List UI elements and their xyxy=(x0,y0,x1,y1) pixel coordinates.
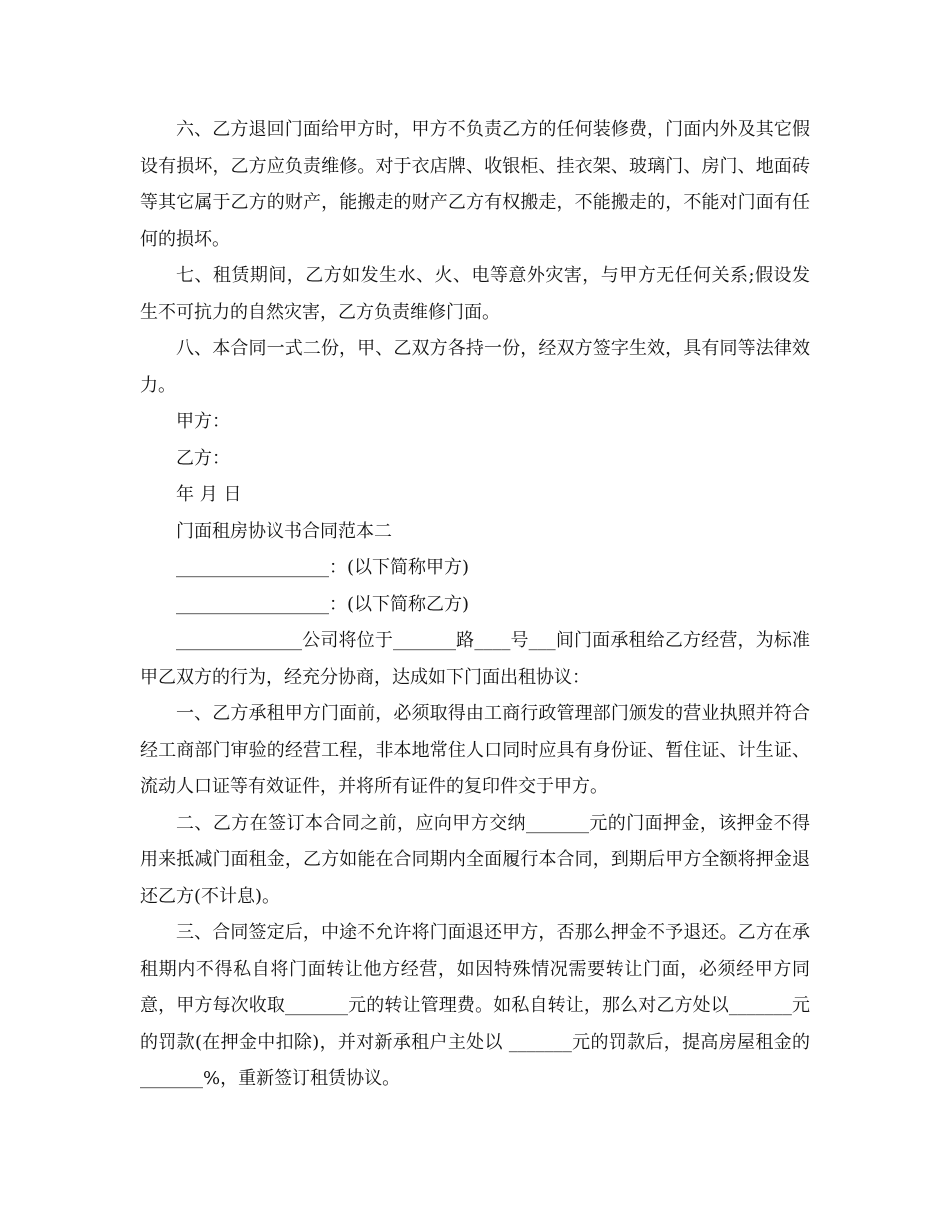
signature-party-b: 乙方： xyxy=(176,447,230,469)
contract2-clause-one: 一、乙方承租甲方门面前，必须取得由工商行政管理部门颁发的营业执照并符合经工商部门审验的经营工程，非本地常住人口同时应具有身份证、暂住证、计生证、流动人口证等有效证件，并将所有证件的复印件交于甲方。 xyxy=(140,703,810,797)
contract2-title: 门面租房协议书合同范本二 xyxy=(176,520,392,542)
clause-seven: 七、租赁期间，乙方如发生水、火、电等意外灾害，与甲方无任何关系;假设发生不可抗力的自然灾害，乙方负责维修门面。 xyxy=(140,265,810,323)
signature-party-a: 甲方： xyxy=(176,411,230,432)
contract2-intro: ______________公司将位于_______路____号___间门面承租给乙方经营，为标准甲乙双方的行为，经充分协商，达成如下门面出租协议： xyxy=(140,630,810,688)
contract2-party-a: _________________：(以下简称甲方) xyxy=(176,557,470,578)
document-page xyxy=(140,112,810,1098)
contract2-clause-three: 三、合同签定后，中途不允许将门面退还甲方，否那么押金不予退还。乙方在承租期内不得私自将门面转让他方经营，如因特殊情况需要转让门面，必须经甲方同意，甲方每次收取_______元的转让管理费。如私自转让，那么对乙方处以_______元的罚款(在押金中扣除)，并对新承租户主处以 _______元的罚款后，提高房屋租金的_______%，重新签订租赁协议。 xyxy=(140,922,810,1089)
contract2-party-b: _________________：(以下简称乙方) xyxy=(176,593,470,615)
contract2-clause-two: 二、乙方在签订本合同之前，应向甲方交纳_______元的门面押金，该押金不得用来抵减门面租金，乙方如能在合同期内全面履行本合同，到期后甲方全额将押金退还乙方(不计息)。 xyxy=(140,812,810,907)
clause-six: 六、乙方退回门面给甲方时，甲方不负责乙方的任何装修费，门面内外及其它假设有损坏，乙方应负责维修。对于衣店牌、收银柜、挂衣架、玻璃门、房门、地面砖等其它属于乙方的财产，能搬走的财产乙方有权搬走，不能搬走的，不能对门面有任何的损坏。 xyxy=(140,119,810,250)
signature-date: 年 月 日 xyxy=(176,484,242,505)
clause-eight: 八、本合同一式二份，甲、乙双方各持一份，经双方签字生效，具有同等法律效力。 xyxy=(140,338,810,396)
